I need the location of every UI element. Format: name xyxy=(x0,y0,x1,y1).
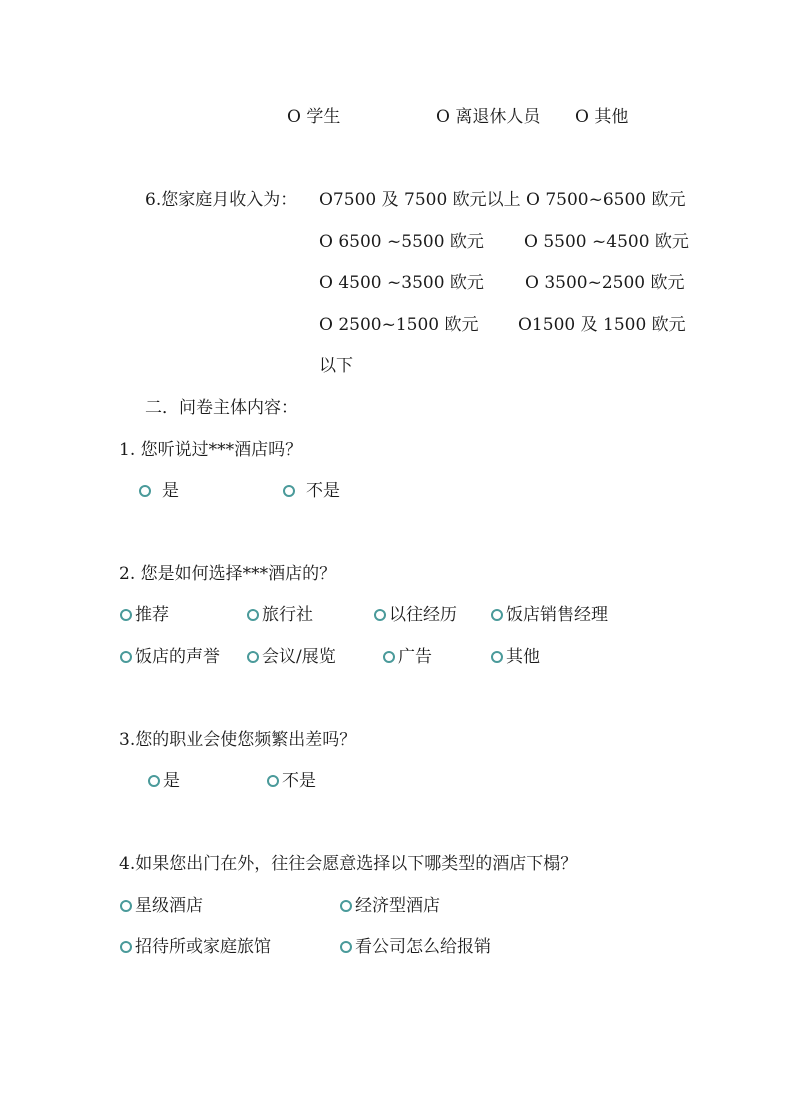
q2-option-travel-agency[interactable] xyxy=(247,604,313,626)
q6-option-8-continuation: 以下 xyxy=(319,356,353,376)
q2-option-advertisement[interactable] xyxy=(383,646,432,668)
q4-option-label: 星级酒店 xyxy=(135,896,203,916)
option-other[interactable]: O 其他 xyxy=(575,107,629,127)
q1-option-no-label: 不是 xyxy=(306,481,340,501)
q4-option-label: 经济型酒店 xyxy=(355,896,440,916)
radio-circle-icon[interactable] xyxy=(148,775,160,787)
radio-circle-icon[interactable] xyxy=(374,609,386,621)
option-student[interactable]: O 学生 xyxy=(287,107,341,127)
q2-option-label: 广告 xyxy=(398,647,432,667)
radio-circle-icon[interactable] xyxy=(283,485,295,497)
q2-option-recommend[interactable] xyxy=(120,604,169,626)
q4-option-guesthouse[interactable] xyxy=(120,936,271,958)
radio-circle-icon[interactable] xyxy=(247,651,259,663)
q4-option-star-hotel[interactable] xyxy=(120,895,203,917)
q6-option-2[interactable]: O 7500~6500 欧元 xyxy=(526,190,686,210)
radio-circle-icon[interactable] xyxy=(120,900,132,912)
q6-option-5[interactable]: O 4500 ~3500 欧元 xyxy=(319,273,484,293)
q6-option-7[interactable]: O 2500~1500 欧元 xyxy=(319,315,479,335)
radio-circle-icon[interactable] xyxy=(491,609,503,621)
q1-question: 1. 您听说过***酒店吗？ xyxy=(119,440,303,460)
q2-option-past-experience[interactable] xyxy=(374,604,457,626)
q3-question: 3.您的职业会使您频繁出差吗？ xyxy=(119,730,357,750)
radio-circle-icon[interactable] xyxy=(120,609,132,621)
q6-option-4[interactable]: O 5500 ~4500 欧元 xyxy=(524,232,689,252)
q2-option-label: 以往经历 xyxy=(389,605,457,625)
radio-circle-icon[interactable] xyxy=(340,900,352,912)
q2-option-reputation[interactable] xyxy=(120,646,220,668)
radio-circle-icon[interactable] xyxy=(247,609,259,621)
q3-option-no[interactable] xyxy=(267,770,316,792)
q6-option-3[interactable]: O 6500 ~5500 欧元 xyxy=(319,232,484,252)
q4-option-label: 招待所或家庭旅馆 xyxy=(135,937,271,957)
q6-label: 6.您家庭月收入为： xyxy=(145,190,298,210)
q1-option-yes-label: 是 xyxy=(162,481,179,501)
q1-option-no[interactable] xyxy=(283,480,340,502)
radio-circle-icon[interactable] xyxy=(267,775,279,787)
q6-option-8[interactable]: O1500 及 1500 欧元 xyxy=(518,315,686,335)
q2-option-label: 会议/展览 xyxy=(262,647,336,667)
q2-option-sales-manager[interactable] xyxy=(491,604,608,626)
radio-circle-icon[interactable] xyxy=(383,651,395,663)
q2-option-label: 饭店销售经理 xyxy=(506,605,608,625)
q4-option-company-reimbursement[interactable] xyxy=(340,936,491,958)
q2-option-conference[interactable] xyxy=(247,646,336,668)
q4-option-budget-hotel[interactable] xyxy=(340,895,440,917)
q2-option-other[interactable] xyxy=(491,646,540,668)
radio-circle-icon[interactable] xyxy=(139,485,151,497)
section-heading: 二．问卷主体内容： xyxy=(145,398,298,418)
q4-option-label: 看公司怎么给报销 xyxy=(355,937,491,957)
q3-option-label: 是 xyxy=(163,771,180,791)
q6-option-1[interactable]: O7500 及 7500 欧元以上 xyxy=(319,190,521,210)
q2-option-label: 旅行社 xyxy=(262,605,313,625)
q4-question: 4.如果您出门在外，往往会愿意选择以下哪类型的酒店下榻？ xyxy=(119,854,578,874)
radio-circle-icon[interactable] xyxy=(491,651,503,663)
q2-option-label: 推荐 xyxy=(135,605,169,625)
q2-question: 2. 您是如何选择***酒店的？ xyxy=(119,564,337,584)
q1-option-yes[interactable] xyxy=(139,480,179,502)
q2-option-label: 饭店的声誉 xyxy=(135,647,220,667)
q2-option-label: 其他 xyxy=(506,647,540,667)
q3-option-yes[interactable] xyxy=(148,770,180,792)
radio-circle-icon[interactable] xyxy=(120,651,132,663)
option-retiree[interactable]: O 离退休人员 xyxy=(436,107,541,127)
radio-circle-icon[interactable] xyxy=(340,941,352,953)
radio-circle-icon[interactable] xyxy=(120,941,132,953)
q6-option-6[interactable]: O 3500~2500 欧元 xyxy=(525,273,685,293)
q3-option-label: 不是 xyxy=(282,771,316,791)
